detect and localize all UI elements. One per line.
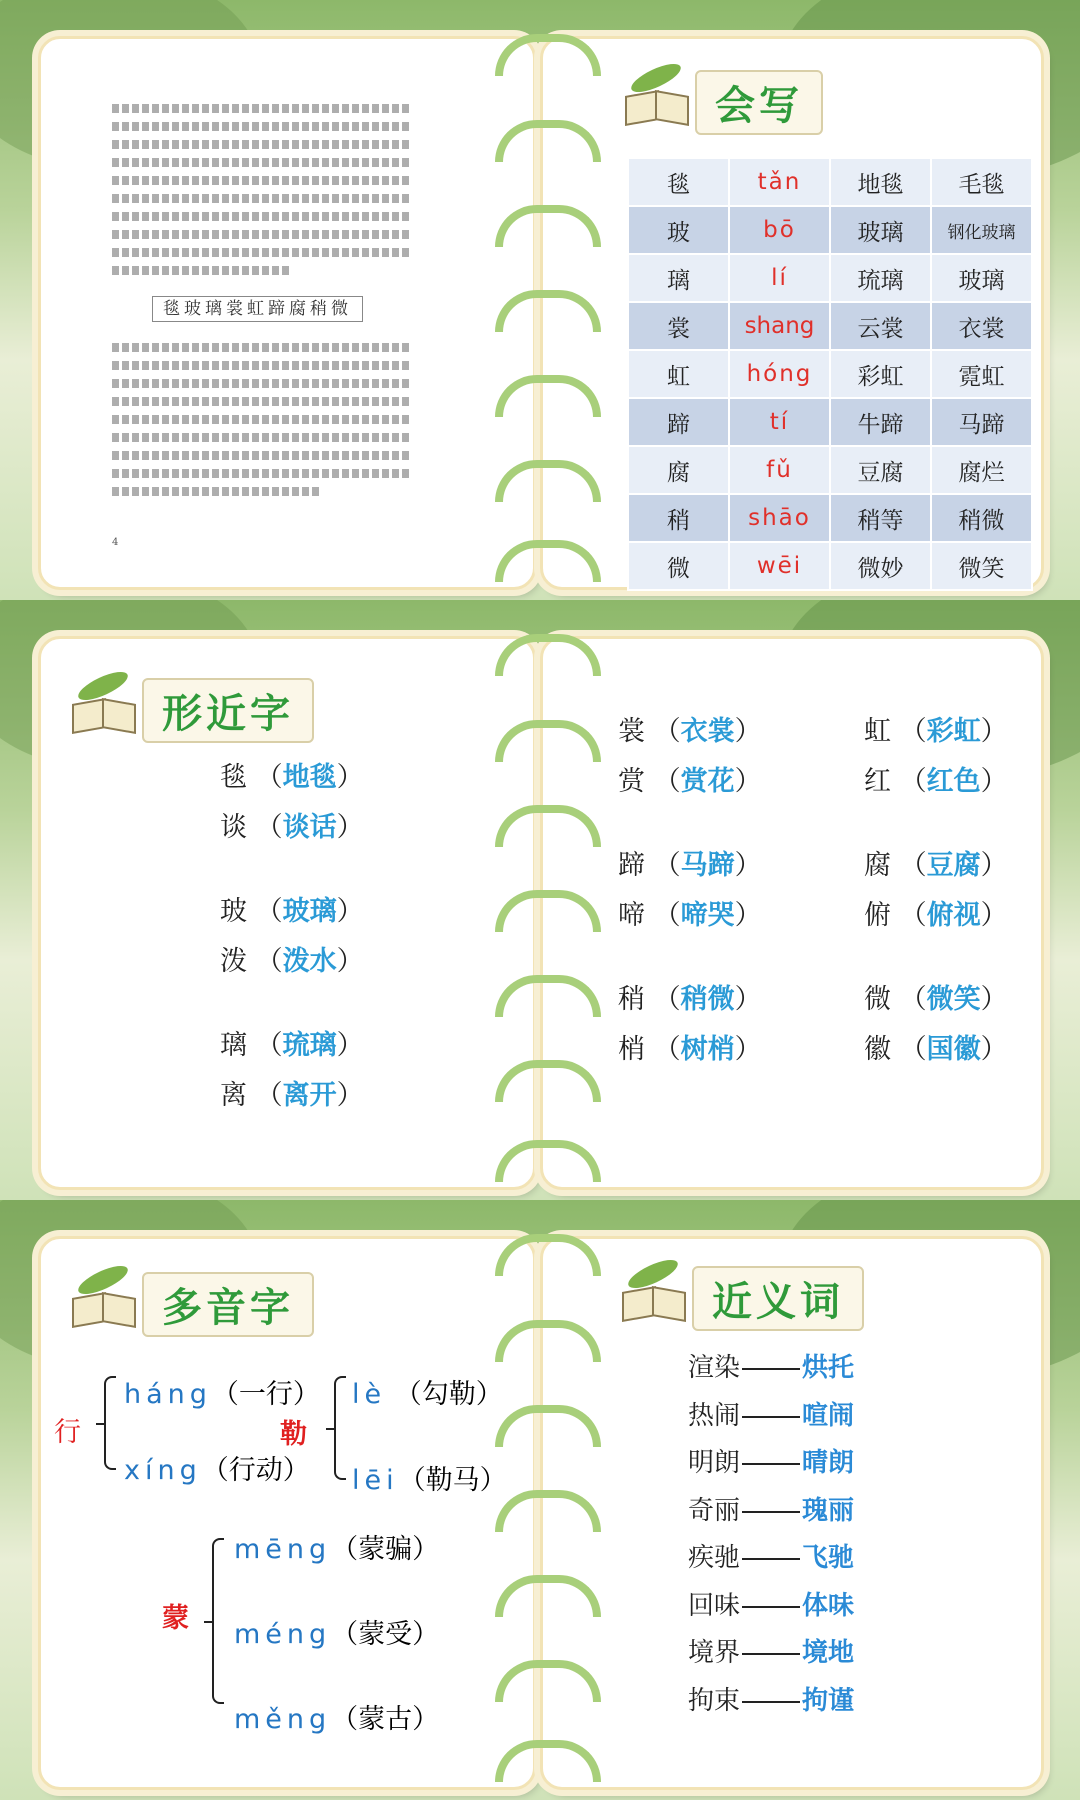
similar-char-group: 蹄 （马蹄） 啼 （啼哭） bbox=[618, 850, 762, 931]
similar-char-group: 虹 （彩虹） 红 （红色） bbox=[864, 716, 1008, 797]
polyphone-char: 行 bbox=[54, 1417, 81, 1448]
section-title: 多音字 bbox=[142, 1272, 314, 1337]
section-title: 形近字 bbox=[142, 678, 314, 743]
panel-duo-yin-zi bbox=[0, 1200, 1080, 1800]
section-title: 近义词 bbox=[692, 1266, 864, 1331]
page-number: 4 bbox=[112, 537, 119, 548]
brace bbox=[334, 1376, 346, 1480]
table-row: 玻 bō 玻璃 钢化玻璃 bbox=[628, 206, 1032, 254]
table-row: 虹 hóng 彩虹 霓虹 bbox=[628, 350, 1032, 398]
panel-hui-xie bbox=[0, 0, 1080, 600]
textbook-scan bbox=[112, 95, 412, 505]
panel-xing-jin-zi bbox=[0, 600, 1080, 1200]
synonym-row: 拘束 拘谨 bbox=[688, 1685, 855, 1716]
table-row: 毯 tǎn 地毯 毛毯 bbox=[628, 158, 1032, 206]
book-icon bbox=[622, 1279, 686, 1319]
table-row: 稍 shāo 稍等 稍微 bbox=[628, 494, 1032, 542]
synonym-row: 渲染 烘托 bbox=[688, 1353, 855, 1383]
table-row: 蹄 tí 牛蹄 马蹄 bbox=[628, 398, 1032, 446]
book-icon bbox=[72, 1285, 136, 1325]
similar-char-group: 微 （微笑） 徽 （国徽） bbox=[864, 984, 1008, 1065]
brace bbox=[212, 1538, 224, 1704]
reading-row: xíng（行动） bbox=[124, 1455, 310, 1486]
table-row: 裳 shang 云裳 衣裳 bbox=[628, 302, 1032, 350]
similar-char-group: 毯 （地毯） 谈 （谈话） bbox=[220, 762, 364, 843]
reading-row: háng（一行） bbox=[124, 1379, 320, 1410]
polyphone-char: 勒 bbox=[280, 1419, 307, 1450]
table-row: 腐 fǔ 豆腐 腐烂 bbox=[628, 446, 1032, 494]
vocab-box: 毯玻璃裳虹蹄腐稍微 bbox=[152, 296, 363, 322]
title-badge bbox=[625, 70, 823, 135]
synonym-list bbox=[688, 1345, 854, 1725]
reading-row: lēi（勒马） bbox=[352, 1465, 507, 1496]
reading-row: mēng（蒙骗） bbox=[234, 1534, 440, 1565]
reading-row: měng（蒙古） bbox=[234, 1704, 440, 1735]
book-icon bbox=[625, 83, 689, 123]
similar-char-group: 稍 （稍微） 梢 （树梢） bbox=[618, 984, 762, 1065]
writing-table bbox=[627, 157, 1033, 591]
similar-char-group: 腐 （豆腐） 俯 （俯视） bbox=[864, 850, 1008, 931]
title-badge bbox=[72, 678, 314, 743]
brace bbox=[104, 1376, 116, 1470]
synonym-row: 回味 体味 bbox=[688, 1590, 855, 1621]
synonym-row: 疾驰 飞驰 bbox=[688, 1543, 855, 1573]
reading-row: lè （勾勒） bbox=[352, 1379, 503, 1410]
polyphone-char: 蒙 bbox=[162, 1603, 189, 1634]
similar-char-group: 裳 （衣裳） 赏 （赏花） bbox=[618, 716, 762, 797]
synonym-row: 境界 境地 bbox=[688, 1638, 855, 1668]
synonym-row: 奇丽 瑰丽 bbox=[688, 1495, 855, 1526]
reading-row: méng（蒙受） bbox=[234, 1619, 440, 1650]
title-badge bbox=[72, 1272, 314, 1337]
section-title: 会写 bbox=[695, 70, 823, 135]
book-icon bbox=[72, 691, 136, 731]
similar-char-group: 璃 （琉璃） 离 （离开） bbox=[220, 1030, 364, 1111]
synonym-row: 明朗 晴朗 bbox=[688, 1448, 855, 1478]
synonym-row: 热闹 喧闹 bbox=[688, 1400, 855, 1431]
similar-char-group: 玻 （玻璃） 泼 （泼水） bbox=[220, 896, 364, 977]
title-badge bbox=[622, 1266, 864, 1331]
table-row: 微 wēi 微妙 微笑 bbox=[628, 542, 1032, 590]
table-row: 璃 lí 琉璃 玻璃 bbox=[628, 254, 1032, 302]
